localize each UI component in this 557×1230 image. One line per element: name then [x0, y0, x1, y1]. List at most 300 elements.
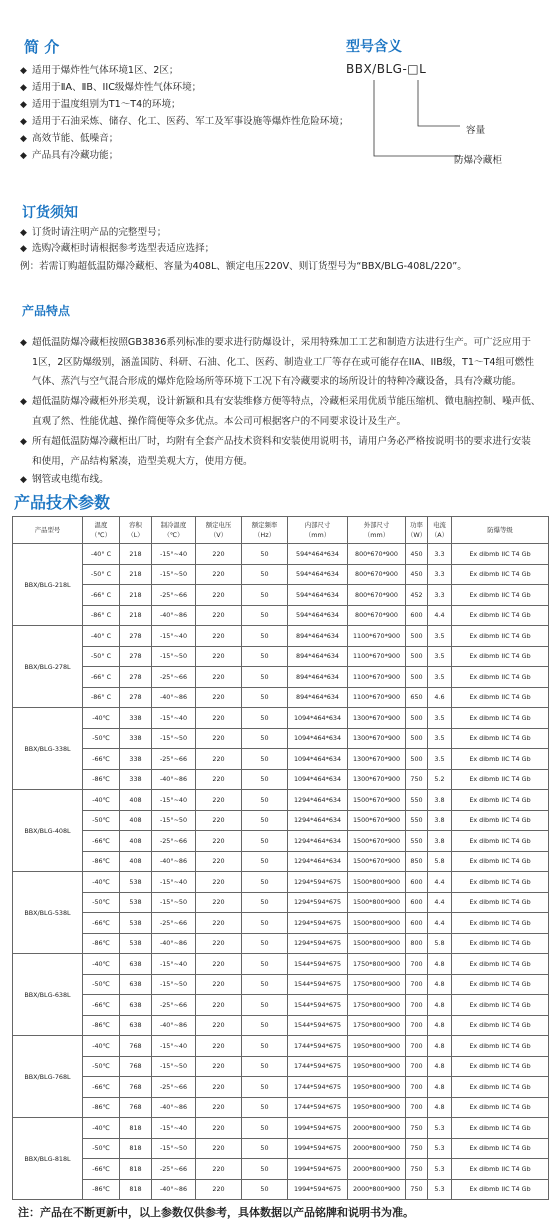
table-cell	[196, 585, 242, 606]
spec-header-text: 防爆等级	[487, 526, 513, 534]
table-cell	[196, 769, 242, 790]
feature-line	[20, 392, 540, 412]
table-cell-text: 50	[260, 836, 269, 845]
table-cell	[196, 1056, 242, 1077]
table-cell	[196, 892, 242, 913]
table-cell	[348, 1097, 406, 1118]
table-cell-text: 408	[129, 816, 142, 825]
spec-header-text: （W）	[406, 531, 427, 539]
table-cell-text: 4.4	[434, 611, 445, 620]
table-cell	[83, 564, 120, 585]
table-cell-text: 3.5	[434, 754, 445, 763]
table-cell	[288, 810, 348, 831]
table-cell-text: Ex dibmb IIC T4 Gb	[469, 713, 531, 722]
table-row	[13, 687, 549, 708]
table-row	[13, 1056, 549, 1077]
table-cell-text: -66° C	[90, 672, 112, 681]
table-cell-text: 220	[212, 877, 225, 886]
bullet-diamond-icon: ◆	[20, 117, 27, 127]
table-cell-text: 700	[410, 959, 423, 968]
table-cell-text: 1750*800*900	[352, 980, 401, 989]
table-cell-text: 450	[410, 549, 423, 558]
spec-header-text: 外部尺寸	[363, 521, 390, 529]
table-cell-text: 894*464*634	[296, 631, 339, 640]
table-row	[13, 790, 549, 811]
table-cell	[288, 1097, 348, 1118]
table-cell-text: 3.8	[434, 836, 445, 845]
table-cell-text: -40℃	[92, 1123, 110, 1132]
table-row	[13, 605, 549, 626]
table-cell-text: -50° C	[90, 570, 112, 579]
table-cell	[406, 626, 428, 647]
table-cell-text: -86℃	[92, 1185, 110, 1194]
table-cell	[196, 626, 242, 647]
table-cell-text: 408	[129, 795, 142, 804]
intro-bullet	[20, 148, 118, 164]
bullet-diamond-icon: ◆	[20, 244, 27, 254]
table-cell	[348, 667, 406, 688]
table-cell	[406, 954, 428, 975]
table-cell-text: Ex dibmb IIC T4 Gb	[469, 795, 531, 804]
bullet-diamond-icon: ◆	[20, 475, 27, 485]
table-cell	[242, 790, 288, 811]
table-row	[13, 749, 549, 770]
table-cell-text: 1950*800*900	[352, 1082, 401, 1091]
table-cell-text: 4.8	[434, 959, 445, 968]
table-row	[13, 892, 549, 913]
table-cell-text: 5.8	[434, 939, 445, 948]
table-cell	[152, 933, 196, 954]
ordering-title: 订货须知	[22, 205, 78, 221]
table-cell-text: -15°~40	[159, 1041, 188, 1050]
table-cell-text: 1300*670*900	[352, 713, 401, 722]
table-cell-text: 50	[260, 1164, 269, 1173]
table-cell	[452, 1056, 549, 1077]
table-cell-text: 1100*670*900	[352, 631, 401, 640]
table-cell-text: -40°~86	[159, 1103, 188, 1112]
table-cell-text: 50	[260, 1041, 269, 1050]
table-cell-text: Ex dibmb IIC T4 Gb	[469, 590, 531, 599]
spec-header-text: （V）	[209, 531, 228, 539]
table-cell	[83, 851, 120, 872]
table-cell-text: 220	[212, 775, 225, 784]
model-cell	[13, 1036, 83, 1118]
table-cell	[452, 1077, 549, 1098]
table-cell	[83, 872, 120, 893]
table-cell	[120, 646, 152, 667]
table-cell-text: -86℃	[92, 775, 110, 784]
table-cell	[288, 1179, 348, 1200]
table-cell-text: 220	[212, 1000, 225, 1009]
table-cell	[242, 1077, 288, 1098]
table-cell-text: 338	[129, 734, 142, 743]
table-cell	[152, 1118, 196, 1139]
spec-header-text: 内部尺寸	[304, 521, 331, 529]
table-cell-text: 50	[260, 590, 269, 599]
table-cell	[83, 1179, 120, 1200]
table-cell-text: 220	[212, 1123, 225, 1132]
table-cell	[242, 1159, 288, 1180]
table-cell	[242, 892, 288, 913]
feature-line-text: 和使用，产品结构紧凑，造型美观大方，使用方便。	[32, 456, 253, 467]
table-cell-text: -40℃	[92, 1041, 110, 1050]
table-cell-text: -15°~50	[159, 1144, 188, 1153]
table-cell-text: 850	[410, 857, 423, 866]
table-cell-text: 4.8	[434, 1103, 445, 1112]
table-cell-text: 3.3	[434, 549, 445, 558]
table-cell	[428, 954, 452, 975]
table-cell-text: -40℃	[92, 795, 110, 804]
table-cell-text: -40℃	[92, 959, 110, 968]
spec-header-cell	[196, 517, 242, 544]
table-cell	[406, 1097, 428, 1118]
table-cell	[452, 1118, 549, 1139]
table-cell	[196, 974, 242, 995]
table-cell	[83, 831, 120, 852]
table-cell-text: 50	[260, 754, 269, 763]
table-cell-text: Ex dibmb IIC T4 Gb	[469, 672, 531, 681]
table-cell-text: 220	[212, 570, 225, 579]
table-cell-text: Ex dibmb IIC T4 Gb	[469, 611, 531, 620]
spec-header-text: 温度	[94, 521, 108, 529]
table-cell	[288, 667, 348, 688]
table-cell	[242, 1179, 288, 1200]
table-cell-text: 220	[212, 1062, 225, 1071]
table-cell	[348, 544, 406, 565]
table-cell-text: 1744*594*675	[293, 1103, 342, 1112]
table-cell	[428, 1097, 452, 1118]
table-cell	[120, 626, 152, 647]
table-cell	[428, 749, 452, 770]
table-cell	[428, 1036, 452, 1057]
table-cell-text: 220	[212, 754, 225, 763]
table-cell	[242, 1097, 288, 1118]
table-cell-text: 750	[410, 1123, 423, 1132]
table-cell	[406, 1015, 428, 1036]
table-cell	[452, 954, 549, 975]
table-cell-text: 1994*594*675	[293, 1123, 342, 1132]
table-cell-text: 1294*464*634	[293, 816, 342, 825]
table-cell-text: Ex dibmb IIC T4 Gb	[469, 549, 531, 558]
table-cell-text: 1294*464*634	[293, 857, 342, 866]
table-cell	[152, 564, 196, 585]
table-cell	[120, 995, 152, 1016]
feature-line	[20, 353, 540, 372]
table-cell	[428, 1159, 452, 1180]
table-cell	[406, 851, 428, 872]
table-cell	[288, 749, 348, 770]
table-cell	[152, 769, 196, 790]
table-cell-text: 218	[129, 549, 142, 558]
table-cell-text: 1500*670*900	[352, 795, 401, 804]
table-cell	[428, 831, 452, 852]
table-cell	[83, 708, 120, 729]
table-row	[13, 913, 549, 934]
table-cell	[196, 913, 242, 934]
table-cell-text: Ex dibmb IIC T4 Gb	[469, 652, 531, 661]
table-cell	[196, 851, 242, 872]
table-cell	[406, 544, 428, 565]
bullet-diamond-icon: ◆	[20, 83, 27, 93]
intro-bullet-text: 适用于温度组别为T1～T4的环境；	[32, 99, 181, 110]
table-cell	[152, 1179, 196, 1200]
feature-line	[20, 452, 540, 471]
table-cell-text: 220	[212, 652, 225, 661]
features-title: 产品特点	[22, 304, 71, 318]
table-cell	[406, 1056, 428, 1077]
feature-line-text: 直观了然、性能优越、操作简便等众多优点。本公司可根据客户的不同要求设计及生产。	[32, 416, 407, 427]
table-cell	[428, 626, 452, 647]
table-cell-text: -86℃	[92, 1103, 110, 1112]
table-cell-text: -86℃	[92, 939, 110, 948]
bullet-diamond-icon: ◆	[20, 228, 27, 238]
table-cell	[120, 1118, 152, 1139]
table-cell	[83, 605, 120, 626]
table-cell	[452, 646, 549, 667]
table-cell-text: -25°~66	[159, 1082, 188, 1091]
table-cell	[242, 851, 288, 872]
table-cell	[120, 933, 152, 954]
table-cell-text: 50	[260, 1103, 269, 1112]
table-cell-text: -66℃	[92, 1082, 110, 1091]
table-cell	[242, 974, 288, 995]
table-cell-text: 768	[129, 1041, 142, 1050]
table-cell	[242, 544, 288, 565]
spec-header-text: 电流	[433, 521, 446, 529]
table-cell-text: 218	[129, 611, 142, 620]
table-cell-text: 5.3	[434, 1144, 445, 1153]
table-cell-text: 50	[260, 877, 269, 886]
table-cell-text: 1300*670*900	[352, 775, 401, 784]
table-cell-text: -15°~40	[159, 549, 188, 558]
table-cell	[196, 687, 242, 708]
table-cell-text: -40°~86	[159, 693, 188, 702]
table-cell	[120, 544, 152, 565]
table-cell-text: 1744*594*675	[293, 1062, 342, 1071]
table-cell-text: 220	[212, 816, 225, 825]
table-cell	[406, 1077, 428, 1098]
table-cell	[196, 708, 242, 729]
table-cell	[242, 933, 288, 954]
table-cell-text: 50	[260, 549, 269, 558]
table-cell-text: -15°~40	[159, 713, 188, 722]
table-cell-text: 50	[260, 652, 269, 661]
table-cell-text: 1750*800*900	[352, 959, 401, 968]
table-cell	[348, 769, 406, 790]
table-cell	[83, 933, 120, 954]
table-cell-text: 3.5	[434, 631, 445, 640]
table-cell-text: 220	[212, 693, 225, 702]
table-cell-text: Ex dibmb IIC T4 Gb	[469, 1062, 531, 1071]
table-row	[13, 1138, 549, 1159]
table-cell-text: -40° C	[90, 549, 112, 558]
table-cell	[196, 995, 242, 1016]
table-cell	[452, 831, 549, 852]
table-cell	[452, 1179, 549, 1200]
table-cell	[83, 913, 120, 934]
table-cell	[152, 851, 196, 872]
table-cell	[120, 749, 152, 770]
table-cell-text: 50	[260, 1144, 269, 1153]
table-cell-text: 5.3	[434, 1164, 445, 1173]
table-cell-text: 750	[410, 775, 423, 784]
table-cell-text: 1544*594*675	[293, 1000, 342, 1009]
table-cell	[452, 974, 549, 995]
table-cell-text: 50	[260, 1021, 269, 1030]
table-cell	[242, 810, 288, 831]
table-cell	[120, 1097, 152, 1118]
table-cell-text: 50	[260, 918, 269, 927]
table-cell	[348, 585, 406, 606]
table-cell	[348, 954, 406, 975]
table-cell-text: -15°~40	[159, 795, 188, 804]
table-cell	[242, 728, 288, 749]
table-cell	[196, 790, 242, 811]
feature-line-text: 1区，2区防爆级别，涵盖国防、科研、石油、化工、医药、制造业工厂等存在或可能存在IIA、IIB级，T1～T4组可燃性	[32, 357, 534, 368]
table-cell	[428, 974, 452, 995]
spec-header-row	[13, 517, 549, 544]
table-cell-text: 278	[129, 672, 142, 681]
table-cell	[348, 831, 406, 852]
table-cell-text: 768	[129, 1082, 142, 1091]
table-cell-text: 50	[260, 1062, 269, 1071]
spec-header-cell	[83, 517, 120, 544]
table-cell-text: 550	[410, 795, 423, 804]
table-cell	[152, 1159, 196, 1180]
table-cell-text: 220	[212, 980, 225, 989]
table-cell	[428, 1077, 452, 1098]
spec-table	[12, 516, 549, 1200]
table-cell-text: 1500*800*900	[352, 877, 401, 886]
spec-header-text: （℃）	[91, 531, 111, 539]
table-cell-text: 1294*594*675	[293, 877, 342, 886]
model-code: BBX/BLG-□L	[346, 62, 427, 76]
table-cell	[288, 892, 348, 913]
ordering-bullet-text: 订货时请注明产品的完整型号；	[32, 227, 167, 238]
intro-bullet	[20, 63, 179, 79]
table-cell-text: 638	[129, 959, 142, 968]
table-cell	[288, 1118, 348, 1139]
table-cell	[196, 1138, 242, 1159]
table-cell	[83, 790, 120, 811]
table-cell-text: 3.5	[434, 734, 445, 743]
table-cell-text: Ex dibmb IIC T4 Gb	[469, 570, 531, 579]
model-cell	[13, 954, 83, 1036]
table-cell	[83, 769, 120, 790]
table-cell-text: 750	[410, 1164, 423, 1173]
spec-header-text: （L）	[127, 531, 144, 539]
model-name: BBX/BLG-218L	[24, 580, 71, 589]
table-cell-text: 5.3	[434, 1123, 445, 1132]
table-cell-text: 408	[129, 857, 142, 866]
table-cell	[152, 892, 196, 913]
table-row	[13, 585, 549, 606]
table-cell-text: 4.6	[434, 693, 445, 702]
model-name: BBX/BLG-538L	[24, 908, 71, 917]
table-row	[13, 872, 549, 893]
table-cell-text: -66℃	[92, 918, 110, 927]
table-cell	[242, 1118, 288, 1139]
table-cell-text: 220	[212, 898, 225, 907]
table-cell	[152, 831, 196, 852]
table-cell	[242, 995, 288, 1016]
table-cell	[83, 974, 120, 995]
table-cell	[83, 954, 120, 975]
table-cell	[83, 749, 120, 770]
table-cell	[152, 913, 196, 934]
table-cell-text: -86° C	[90, 611, 112, 620]
table-cell	[452, 1097, 549, 1118]
table-cell-text: 638	[129, 1000, 142, 1009]
table-cell-text: 338	[129, 754, 142, 763]
table-cell	[196, 646, 242, 667]
table-cell-text: 1500*800*900	[352, 898, 401, 907]
table-cell-text: 800*670*900	[355, 590, 398, 599]
bullet-diamond-icon: ◆	[20, 134, 27, 144]
table-cell	[428, 667, 452, 688]
table-cell	[83, 1138, 120, 1159]
table-cell-text: 220	[212, 1144, 225, 1153]
table-cell	[288, 851, 348, 872]
table-cell-text: -15°~50	[159, 734, 188, 743]
table-cell	[83, 995, 120, 1016]
table-cell-text: -15°~40	[159, 959, 188, 968]
bullet-diamond-icon: ◆	[20, 397, 27, 407]
table-cell-text: -15°~40	[159, 631, 188, 640]
spec-header-cell	[288, 517, 348, 544]
spec-header-text: 产品型号	[34, 526, 61, 534]
table-cell	[83, 1097, 120, 1118]
table-cell	[152, 749, 196, 770]
spec-header-text: 制冷温度	[160, 521, 187, 529]
table-cell-text: Ex dibmb IIC T4 Gb	[469, 857, 531, 866]
table-cell	[120, 810, 152, 831]
table-cell-text: 1500*800*900	[352, 939, 401, 948]
table-cell-text: Ex dibmb IIC T4 Gb	[469, 1144, 531, 1153]
table-cell-text: Ex dibmb IIC T4 Gb	[469, 959, 531, 968]
table-cell-text: 500	[410, 631, 423, 640]
table-cell-text: 50	[260, 1082, 269, 1091]
ordering-bullet-text: 选购冷藏柜时请根据参考选型表适应选择；	[32, 243, 215, 254]
table-cell-text: 1544*594*675	[293, 980, 342, 989]
table-cell	[406, 892, 428, 913]
table-cell	[152, 687, 196, 708]
table-cell	[348, 1118, 406, 1139]
table-cell-text: 1100*670*900	[352, 652, 401, 661]
table-cell	[406, 995, 428, 1016]
table-cell-text: 4.4	[434, 877, 445, 886]
table-cell	[152, 995, 196, 1016]
table-cell-text: -50℃	[92, 980, 110, 989]
table-cell	[348, 913, 406, 934]
table-cell-text: 4.8	[434, 1041, 445, 1050]
table-cell	[406, 708, 428, 729]
table-row	[13, 1179, 549, 1200]
table-cell	[288, 564, 348, 585]
table-cell	[152, 708, 196, 729]
table-cell	[120, 667, 152, 688]
table-cell	[406, 810, 428, 831]
model-type-label: 防爆冷藏柜	[454, 155, 502, 166]
table-cell	[83, 728, 120, 749]
table-cell	[196, 1118, 242, 1139]
table-cell	[120, 1056, 152, 1077]
table-cell-text: 700	[410, 1021, 423, 1030]
feature-paragraph	[20, 392, 540, 431]
table-cell-text: -50℃	[92, 898, 110, 907]
model-cell	[13, 544, 83, 626]
table-cell-text: Ex dibmb IIC T4 Gb	[469, 898, 531, 907]
